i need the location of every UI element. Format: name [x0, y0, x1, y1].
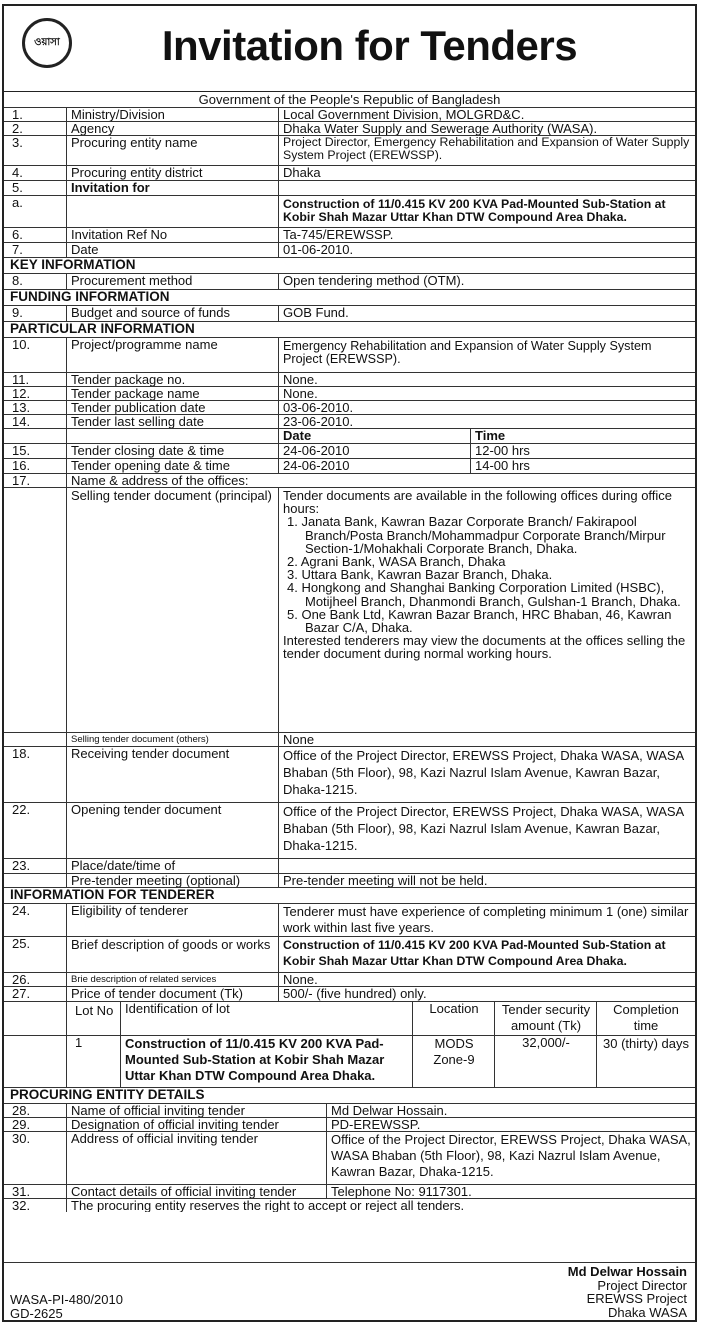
lot-no-header: Lot No [66, 1002, 129, 1035]
section-funding-information: FUNDING INFORMATION [4, 289, 695, 305]
lot-completion-header: Completion time [596, 1002, 695, 1035]
row-value: Office of the Project Director, EREWSS Project, Dhaka WASA, WASA Bhaban (5th Floor), 98, Kazi Nazrul Islam Avenue, Kawran Bazar, Dhaka-1215. [278, 747, 695, 802]
row-label: Selling tender document (principal) [66, 488, 281, 732]
row-value: 03-06-2010. [278, 401, 695, 414]
row-value: Project Director, Emergency Rehabilitation and Expansion of Water Supply System Project (EREWSSP). [278, 136, 695, 165]
row-23 [4, 858, 695, 873]
row-30 [4, 1131, 695, 1184]
row-value: Local Government Division, MOLGRD&C. [278, 108, 695, 121]
row-4 [4, 165, 695, 180]
row-no: 4. [12, 166, 23, 180]
bank-list-item: 3. Uttara Bank, Kawran Bazar Branch, Dhaka. [287, 567, 553, 583]
row-date: 24-06-2010 [278, 459, 469, 473]
row-16 [4, 458, 695, 473]
row-date: 24-06-2010 [278, 444, 469, 458]
row-value: Office of the Project Director, EREWSS Project, Dhaka WASA, WASA Bhaban (5th Floor), 98, Kazi Nazrul Islam Avenue, Kawran Bazar, Dhaka-1215. [326, 1132, 695, 1184]
section-key-information: KEY INFORMATION [4, 257, 695, 273]
row-no: 29. [12, 1118, 31, 1131]
row-label: Receiving tender document [66, 747, 281, 802]
row-label: Tender closing date & time [66, 444, 281, 458]
row-value: The procuring entity reserves the right to accept or reject all tenders. [66, 1199, 685, 1212]
row-2 [4, 121, 695, 135]
notice-footer [4, 1262, 695, 1323]
time-header: Time [470, 429, 695, 443]
row-no: 26. [12, 973, 31, 986]
signatory-name: Md Delwar Hossain [567, 1264, 687, 1279]
signatory-project: EREWSS Project [586, 1291, 687, 1306]
row-7 [4, 242, 695, 257]
row-selling-principal [4, 487, 695, 732]
lot-ident-header: Identification of lot [120, 1002, 413, 1035]
row-13 [4, 400, 695, 414]
signatory-org: Dhaka WASA [608, 1304, 687, 1320]
row-no: 8. [12, 274, 23, 288]
row-no: 14. [12, 415, 31, 428]
row-label: Place/date/time of [66, 859, 281, 873]
row-value: Office of the Project Director, EREWSS Project, Dhaka WASA, WASA Bhaban (5th Floor), 98, Kazi Nazrul Islam Avenue, Kawran Bazar, Dhaka-1215. [278, 803, 695, 858]
date-header: Date [278, 429, 469, 443]
row-no: 28. [12, 1104, 31, 1117]
row-no: 5. [12, 181, 23, 195]
row-value: 500/- (five hundred) only. [278, 987, 695, 1001]
row-label: Selling tender document (others) [66, 733, 281, 746]
tender-table [4, 107, 695, 1212]
row-selling-others [4, 732, 695, 746]
row-no: 17. [12, 474, 31, 487]
lot-ident: Construction of 11/0.415 KV 200 KVA Pad-Mounted Sub-Station at Kobir Shah Mazar Uttar Khan DTW Compound Area Dhaka. [120, 1036, 413, 1087]
row-25 [4, 936, 695, 972]
row-17 [4, 473, 695, 487]
lot-no: 1 [66, 1036, 129, 1087]
row-no: 16. [12, 459, 31, 473]
row-label: Address of official inviting tender [66, 1132, 325, 1184]
row-22 [4, 802, 695, 858]
lot-location: MODS Zone-9 [412, 1036, 495, 1087]
row-value: None. [278, 373, 695, 386]
row-value: Construction of 11/0.415 KV 200 KVA Pad-Mounted Sub-Station at Kobir Shah Mazar Uttar Khan DTW Compound Area Dhaka. [278, 937, 695, 972]
bank-list [283, 515, 691, 634]
signatory-designation: Project Director [597, 1277, 687, 1293]
lot-completion: 30 (thirty) days [596, 1036, 695, 1087]
row-14 [4, 414, 695, 428]
row-26 [4, 972, 695, 986]
row-label: Brie description of related services [66, 973, 281, 986]
notice-frame [2, 4, 697, 1322]
row-8 [4, 273, 695, 289]
row-label: Project/programme name [66, 338, 281, 372]
row-27 [4, 986, 695, 1001]
lot-security: 32,000/- [494, 1036, 597, 1087]
date-time-header [4, 428, 695, 443]
row-label: Tender opening date & time [66, 459, 281, 473]
row-label: Opening tender document [66, 803, 281, 858]
row-label: Procuring entity district [66, 166, 281, 180]
row-label: Budget and source of funds [66, 306, 281, 321]
reference-pi: WASA-PI-480/2010 [10, 1292, 123, 1307]
row-no: 31. [12, 1185, 31, 1198]
row-28 [4, 1103, 695, 1117]
lot-row [4, 1035, 695, 1087]
section-information-for-tenderer: INFORMATION FOR TENDERER [4, 887, 695, 903]
bank-list-item: 1. Janata Bank, Kawran Bazar Corporate Branch/ Fakirapool Branch/Posta Branch/Mohammadpur Corporate Branch/Mirpur Section-1/Mohakhali Corporate Branch, Dhaka. [287, 514, 666, 556]
row-no: 6. [12, 228, 23, 242]
row-label: Brief description of goods or works [66, 937, 281, 972]
row-time: 14-00 hrs [470, 459, 695, 473]
row-no: 12. [12, 387, 31, 400]
row-18 [4, 746, 695, 802]
row-value: Telephone No: 9117301. [326, 1185, 695, 1198]
reference-block [10, 1293, 123, 1320]
bank-list-item: 4. Hongkong and Shanghai Banking Corporation Limited (HSBC), Motijheel Branch, Dhanmondi Branch, Gulshan-1 Branch, Dhaka. [287, 580, 681, 609]
row-pre-tender [4, 873, 695, 887]
row-value: Emergency Rehabilitation and Expansion of Water Supply System Project (EREWSSP). [278, 338, 695, 372]
row-10 [4, 337, 695, 372]
row-label: Procurement method [66, 274, 281, 289]
row-label: Name & address of the offices: [66, 474, 685, 487]
row-no: 11. [12, 373, 30, 386]
row-31 [4, 1184, 695, 1198]
row-value: Open tendering method (OTM). [278, 274, 695, 289]
row-label: Contact details of official inviting tender [66, 1185, 325, 1198]
row-11 [4, 372, 695, 386]
signature-block [568, 1265, 687, 1319]
row-3 [4, 135, 695, 165]
row-value: Construction of 11/0.415 KV 200 KVA Pad-Mounted Sub-Station at Kobir Shah Mazar Uttar Khan DTW Compound Area Dhaka. [278, 196, 695, 227]
lot-header [4, 1001, 695, 1035]
row-value: None. [278, 973, 695, 986]
row-label: Agency [66, 122, 281, 135]
row-no: 1. [12, 108, 23, 121]
row-value: Md Delwar Hossain. [326, 1104, 695, 1117]
row-value: Dhaka Water Supply and Sewerage Authority (WASA). [278, 122, 695, 135]
row-32 [4, 1198, 695, 1212]
logo-text: ওয়াসা [34, 36, 60, 48]
row-24 [4, 903, 695, 936]
row-no: 2. [12, 122, 23, 135]
row-29 [4, 1117, 695, 1131]
row-no: 15. [12, 444, 31, 458]
row-label: Tender publication date [66, 401, 281, 414]
row-no: 32. [12, 1199, 31, 1212]
row-label: Ministry/Division [66, 108, 281, 121]
row-no: 10. [12, 338, 31, 352]
row-no: a. [12, 196, 23, 210]
row-no: 30. [12, 1132, 31, 1146]
section-procuring-entity-details: PROCURING ENTITY DETAILS [4, 1087, 695, 1103]
row-label: Price of tender document (Tk) [66, 987, 281, 1001]
section-particular-information: PARTICULAR INFORMATION [4, 321, 695, 337]
row-value: GOB Fund. [278, 306, 695, 321]
row-value: Ta-745/EREWSSP. [278, 228, 695, 242]
row-value: 23-06-2010. [278, 415, 695, 428]
row-no: 25. [12, 937, 31, 951]
lot-location-header: Location [412, 1002, 495, 1035]
row-no: 24. [12, 904, 31, 918]
row-no: 3. [12, 136, 23, 150]
row-1 [4, 107, 695, 121]
bank-list-item: 5. One Bank Ltd, Kawran Bazar Branch, HRC Bhaban, 46, Kawran Bazar C/A, Dhaka. [287, 606, 672, 636]
notice-header [4, 6, 695, 89]
row-no: 22. [12, 803, 31, 817]
row-label: Pre-tender meeting (optional) [66, 874, 281, 887]
row-label: Tender last selling date [66, 415, 281, 428]
page-title: Invitation for Tenders [161, 22, 578, 69]
row-a [4, 195, 695, 227]
row-label: Invitation Ref No [66, 228, 281, 242]
row-value: PD-EREWSSP. [326, 1118, 695, 1131]
row-time: 12-00 hrs [470, 444, 695, 458]
selling-intro: Tender documents are available in the following offices during office hours: [283, 488, 673, 517]
row-no: 13. [12, 401, 31, 414]
row-no: 23. [12, 859, 31, 873]
row-label: Eligibility of tenderer [66, 904, 281, 936]
row-5 [4, 180, 695, 195]
row-no: 9. [12, 306, 23, 320]
selling-note: Interested tenderers may view the documents at the offices selling the tender document during normal working hours. [283, 633, 686, 662]
row-12 [4, 386, 695, 400]
row-label: Name of official inviting tender [66, 1104, 325, 1117]
row-6 [4, 227, 695, 242]
row-label: Date [66, 243, 281, 257]
row-value: None [278, 733, 695, 746]
row-label: Procuring entity name [66, 136, 281, 165]
reference-gd: GD-2625 [10, 1305, 63, 1321]
row-no: 27. [12, 987, 31, 1001]
row-value: None. [278, 387, 695, 400]
bank-list-item: 2. Agrani Bank, WASA Branch, Dhaka [287, 554, 506, 570]
row-label: Invitation for [66, 181, 281, 195]
row-value: Dhaka [278, 166, 695, 180]
row-label: Tender package no. [66, 373, 281, 386]
lot-security-header: Tender security amount (Tk) [494, 1002, 597, 1035]
row-value: 01-06-2010. [278, 243, 695, 257]
row-label: Tender package name [66, 387, 281, 400]
row-value: Pre-tender meeting will not be held. [278, 874, 695, 887]
government-line: Government of the People's Republic of Bangladesh [4, 91, 695, 107]
row-9 [4, 305, 695, 321]
row-no: 18. [12, 747, 31, 761]
row-value: Tenderer must have experience of completing minimum 1 (one) similar work within last five years. [278, 904, 695, 936]
row-no: 7. [12, 243, 23, 257]
row-15 [4, 443, 695, 458]
row-label: Designation of official inviting tender [66, 1118, 325, 1131]
selling-offices [278, 488, 695, 732]
